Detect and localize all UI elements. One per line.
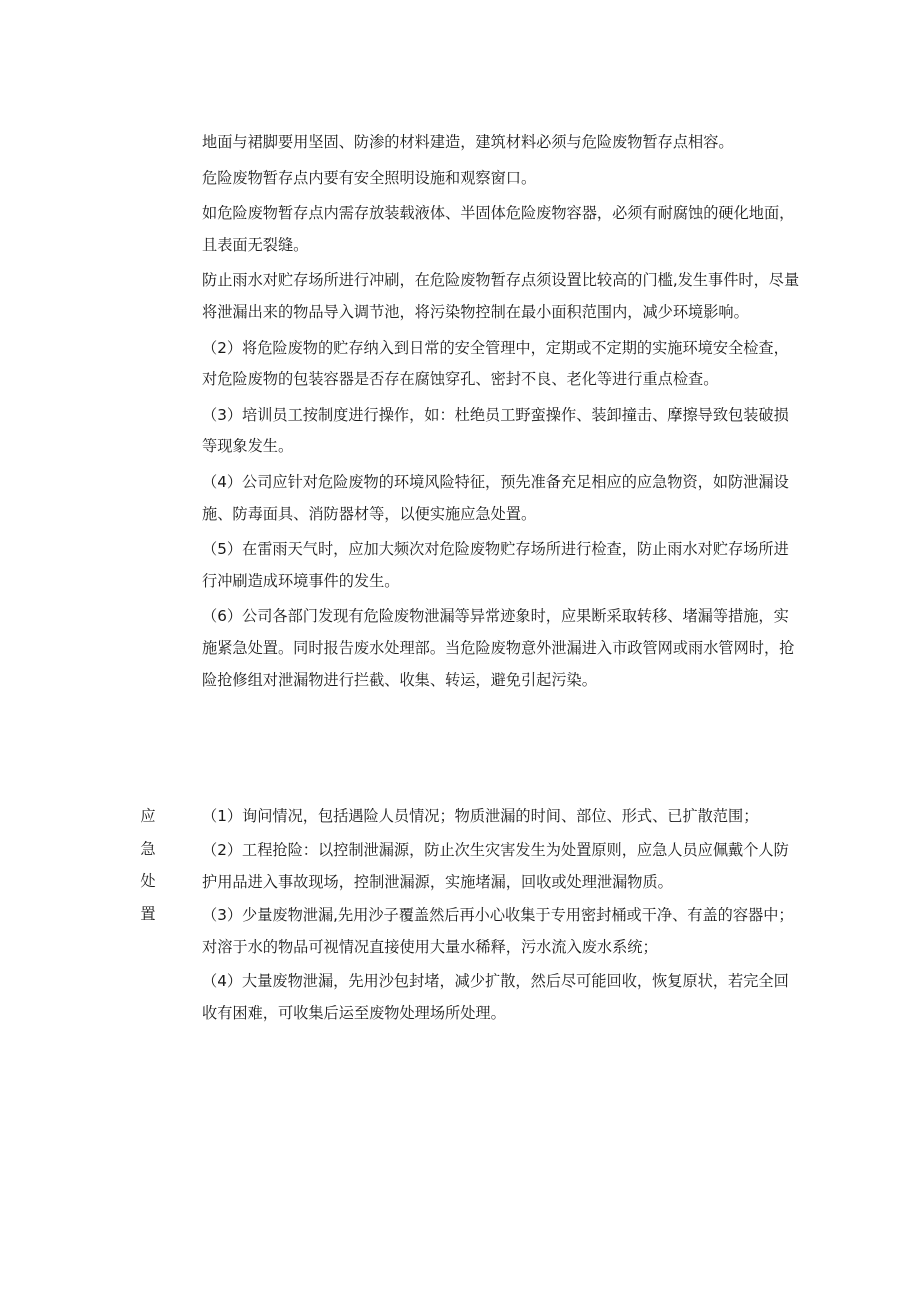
label-char: 处 (140, 872, 156, 890)
paragraph-floor-materials: 地面与裙脚要用坚固、防渗的材料建造，建筑材料必须与危险废物暂存点相容。 (202, 133, 734, 151)
paragraph-item-2: （2）将危险废物的贮存纳入到日常的安全管理中，定期或不定期的实施环境安全检查，对危险废物的包装容器是否存在腐蚀穿孔、密封不良、老化等进行重点检查。 (202, 338, 789, 389)
paragraph-item-5: （5）在雷雨天气时，应加大频次对危险废物贮存场所进行检查，防止雨水对贮存场所进行冲刷造成环境事件的发生。 (202, 540, 789, 590)
emergency-response-label (138, 801, 158, 931)
label-char: 置 (140, 904, 156, 923)
response-item-4: （4）大量废物泄漏，先用沙包封堵，减少扩散，然后尽可能回收，恢复原状，若完全回收有困难，可收集后运至废物处理场所处理。 (202, 971, 789, 1022)
paragraph-rain-protection: 防止雨水对贮存场所进行冲刷，在危险废物暂存点须设置比较高的门槛,发生事件时，尽量将泄漏出来的物品导入调节池，将污染物控制在最小面积范围内，减少环境影响。 (202, 271, 800, 321)
storage-requirements-section (202, 127, 802, 700)
emergency-response-section (202, 801, 802, 1032)
label-char: 急 (140, 839, 156, 858)
paragraph-liquid-containers: 如危险废物暂存点内需存放装载液体、半固体危险废物容器，必须有耐腐蚀的硬化地面，且表面无裂缝。 (202, 204, 795, 254)
response-item-3: （3）少量废物泄漏,先用沙子覆盖然后再小心收集于专用密封桶或干净、有盖的容器中；对溶于水的物品可视情况直接使用大量水稀释，污水流入废水系统； (202, 906, 794, 957)
paragraph-item-6: （6）公司各部门发现有危险废物泄漏等异常迹象时，应果断采取转移、堵漏等措施，实施紧急处置。同时报告废水处理部。当危险废物意外泄漏进入市政管网或雨水管网时，抢险抢修组对泄漏物进行拦截、收集、转运，避免引起污染。 (202, 607, 795, 689)
paragraph-item-3: （3）培训员工按制度进行操作，如：杜绝员工野蛮操作、装卸撞击、摩擦导致包装破损等现象发生。 (202, 405, 789, 456)
response-item-2: （2）工程抢险：以控制泄漏源，防止次生灾害发生为处置原则，应急人员应佩戴个人防护用品进入事故现场，控制泄漏源，实施堵漏，回收或处理泄漏物质。 (202, 840, 789, 891)
paragraph-item-4: （4）公司应针对危险废物的环境风险特征，预先准备充足相应的应急物资，如防泄漏设施、防毒面具、消防器材等，以便实施应急处置。 (202, 472, 789, 523)
paragraph-lighting: 危险废物暂存点内要有安全照明设施和观察窗口。 (202, 168, 537, 187)
response-item-1: （1）询问情况，包括遇险人员情况；物质泄漏的时间、部位、形式、已扩散范围； (202, 807, 759, 825)
label-char: 应 (140, 807, 156, 825)
